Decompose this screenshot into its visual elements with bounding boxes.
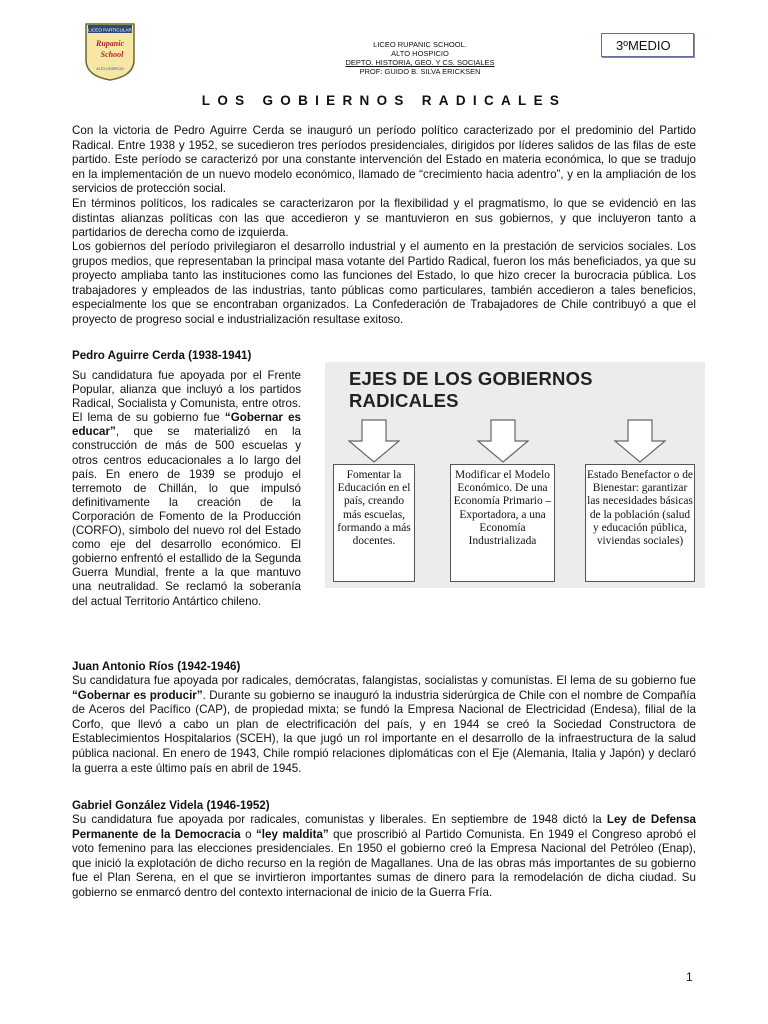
school-logo [84, 22, 136, 82]
intro-text-1: Con la victoria de Pedro Aguirre Cerda se inauguró un período político caracterizado por el predominio del Partido Radical. Entre 1938 y 1952, se sucedieron tres períodos presidenciales, dirigidos por líderes salidos de las filas de este partido. Este período se caracterizó por una constante intervención del Estado en materia económica, lo que se tradujo en la implementación de un nuevo modelo económico, llamado de “crecimiento hacia adentro”, y en la ampliación de los servicios de protección social. [72, 124, 696, 196]
logo-name-2: School [100, 50, 124, 59]
school-name: LICEO RUPANIC SCHOOL. [373, 40, 467, 49]
axis-box-economy: Modificar el Modelo Económico. De una Economía Primario – Exportadora, a una Economía Industrializada [450, 464, 555, 582]
section-body-jar [72, 674, 696, 776]
ejes-figure [325, 362, 705, 588]
school-city: ALTO HOSPICIO [391, 49, 449, 58]
page-title: LOS GOBIERNOS RADICALES [201, 93, 567, 108]
pac-text-a: Su candidatura fue apoyada por el Frente Popular, alianza que incluyó a los partidos Radical, Socialista y Comunista, entre otros. El lema de su gobierno fue [72, 369, 301, 425]
ggv-text-b: que proscribió al Partido Comunista. En 1949 el Congreso aprobó el voto femenino para las elecciones presidenciales. En 1950 el gobierno creó la Empresa Nacional del Petróleo (Enap), que inició la explotación de dicho recurso en la región de Magallanes. Una de las obras más importantes de su gobierno fue el Plan Serena, en el que se invirtieron importantes sumas de dinero para la remodelación de dicha ciudad. Su gobierno se enmarcó dentro del contexto internacional de inicio de la Guerra Fría. [72, 827, 696, 899]
school-header [300, 40, 540, 76]
logo-top-text: LICEO PARTICULAR [88, 27, 132, 33]
logo-name-1: Rupanic [95, 39, 125, 48]
jar-motto: “Gobernar es producir” [72, 688, 203, 702]
axis-box-welfare: Estado Benefactor o de Bienestar: garantizar las necesidades básicas de la población (salud y educación pública, viviendas sociales) [585, 464, 695, 582]
pac-text-b: , que se materializó en la construcción de más de 500 escuelas y otros centros educacionales a lo largo del país. En enero de 1939 se produjo el terremoto de Chillán, lo que impulsó definitivamente la creación de la Corporación de Fomento de la Producción (CORFO), símbolo del nuevo rol del Estado como eje del desarrollo económico. El gobierno enfrentó el estallido de la Segunda Guerra Mundial, frente a la que mantuvo una neutralidad. Se reclamó la soberanía del actual Territorio Antártico chileno. [72, 425, 301, 608]
section-heading-jar: Juan Antonio Ríos (1942-1946) [72, 660, 241, 673]
jar-text-a: Su candidatura fue apoyada por radicales, demócratas, falangistas, socialistas y comunistas. El lema de su gobierno fue [72, 674, 696, 687]
pac-motto: “Gobernar es educar” [72, 411, 301, 439]
ggv-text-mid: o [240, 827, 256, 841]
section-body-ggv [72, 813, 696, 901]
teacher: PROF: GUIDO B. SILVA ERICKSEN [359, 67, 481, 76]
section-heading-ggv: Gabriel González Videla (1946-1952) [72, 799, 270, 812]
section-heading-pac: Pedro Aguirre Cerda (1938-1941) [72, 349, 252, 362]
down-arrow-icon [347, 419, 401, 463]
logo-bottom-text: ALTO HOSPICIO [96, 67, 124, 71]
jar-text-b: . Durante su gobierno se inauguró la industria siderúrgica de Chile con el nombre de Compañía de Aceros del Pacífico (CAP), de propiedad mixta; se fundó la Empresa Nacional de Electricidad (Endesa), filial de la Corfo, que llevó a cabo un plan de electrificación del país, y en 1944 se creó la Sociedad Constructora de Establecimientos Hospitalarios (SCEH), la que jugó un rol importante en el desarrollo de la infraestructura de la salud pública nacional. En enero de 1943, Chile rompió relaciones diplomáticas con el Eje (Alemania, Italia y Japón) y declaró la guerra a este último país en abril de 1945. [72, 688, 696, 775]
grade-label: 3ºMEDIO [601, 33, 694, 57]
down-arrow-icon [476, 419, 530, 463]
figure-title: EJES DE LOS GOBIERNOS RADICALES [349, 368, 593, 411]
section-body-pac [72, 369, 301, 609]
ggv-law-alias: “ley maldita” [255, 827, 329, 841]
down-arrow-icon [613, 419, 667, 463]
ggv-text-a: Su candidatura fue apoyada por radicales, comunistas y liberales. En septiembre de 1948 dictó la [72, 813, 607, 826]
intro-paragraph-2: Los gobiernos del período privilegiaron el desarrollo industrial y el aumento en la prestación de servicios sociales. Los grupos medios, que representaban la principal masa votante del Partido Radical, fueron los más beneficiados, ya que su proyecto ampliaba tanto las instituciones como las funciones del Estado, lo que hizo crecer la burocracia pública. Los trabajadores y empleados de las industrias, tanto públicas como particulares, también accedieron a tales beneficios, especialmente los que se encontraban organizados. La Confederación de Trabajadores de Chile contribuyó a que el proyecto de progreso social e industrialización resultase exitoso. [72, 240, 696, 326]
ggv-law: Ley de Defensa Permanente de la Democracia [72, 813, 696, 841]
axis-box-education: Fomentar la Educación en el país, creando más escuelas, formando a más docentes. [333, 464, 415, 582]
department: DEPTO. HISTORIA, GEO. Y CS. SOCIALES [345, 58, 495, 67]
intro-text-1b: En términos políticos, los radicales se caracterizaron por la flexibilidad y el pragmatismo, lo que se evidenció en las distintas alianzas políticas con las que accedieron y se mantuvieron en sus gobiernos, y que incluyeron tanto a partidarios de derecha como de izquierda. [72, 196, 696, 240]
intro-paragraph-1 [72, 124, 696, 241]
page-number: 1 [686, 970, 693, 984]
